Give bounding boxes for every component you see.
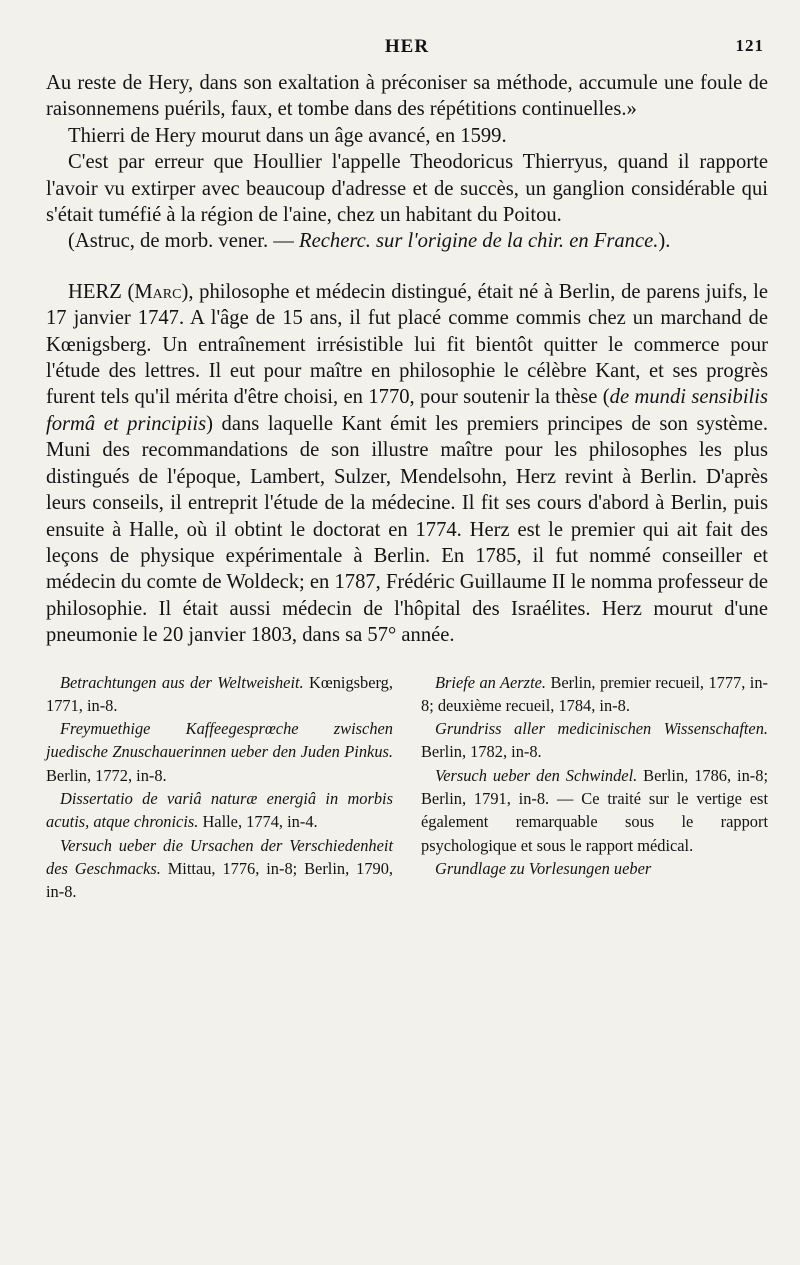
paragraph-hery-conclusion: Au reste de Hery, dans son exaltation à préconiser sa méthode, accumule une foule de raisonnemens puérils, faux, et tombe dans des répétitions continuelles.» <box>46 72 768 121</box>
entry-name: HERZ <box>68 280 122 303</box>
paragraph-hery-death: Thierri de Hery mourut dans un âge avancé, en 1599. <box>68 124 507 147</box>
running-header <box>46 36 768 70</box>
thesis-title: de mundi sensibilis formâ et principiis <box>46 386 768 435</box>
bibliography-entry <box>421 764 768 857</box>
work-title: Dissertatio de variâ naturæ energiâ in morbis acutis, atque chronicis. <box>46 789 393 832</box>
work-detail: Mittau, 1776, in-8; Berlin, 1790, in-8. <box>46 858 393 902</box>
work-detail: Kœnigsberg, 1771, in-8. <box>46 672 393 715</box>
bibliography-entry <box>46 834 393 904</box>
bibliography-entry <box>46 671 393 718</box>
bibliography-entry <box>46 717 393 787</box>
work-detail: Halle, 1774, in-4. <box>198 812 318 832</box>
work-title: Grundriss aller medicinischen Wissenschaften. <box>435 719 768 739</box>
work-title: Freymuethige Kaffeegesprœche zwischen juedische Znuschauerinnen ueber den Juden Pinkus. <box>46 719 393 762</box>
page-number: 121 <box>735 36 764 55</box>
work-title: Versuch ueber die Ursachen der Verschiedenheit des Geschmacks. <box>46 835 393 878</box>
work-detail: Berlin, premier recueil, 1777, in-8; deuxième recueil, 1784, in-8. <box>421 672 768 715</box>
bibliography-right-column <box>421 671 768 904</box>
work-detail: Berlin, 1772, in-8. <box>46 765 167 785</box>
bibliography-entry <box>46 787 393 834</box>
work-title: Briefe an Aerzte. <box>435 672 546 692</box>
work-title: Grundlage zu Vorlesungen ueber <box>435 858 652 878</box>
citation-italic: Recherc. sur l'origine de la chir. en France. <box>299 230 659 253</box>
biography-text-a: , philosophe et médecin distingué, était né à Berlin, de parens juifs, le 17 janvier 1747. A l'âge de 15 ans, il fut placé comme commis chez un marchand de Kœnigsberg. Un entraînement irrésistible lui fit bientôt quitter le commerce pour l'étude des lettres. Il eut pour maître en philosophie le célèbre Kant, et ses progrès furent tels qu'il mérita d'être choisi, en 1770, pour soutenir la thèse ( <box>46 280 768 409</box>
paragraph-herz-biography: HERZ (Marc), philosophe et médecin distingué, était né à Berlin, de parens juifs, le 17 janvier 1747. A l'âge de 15 ans, il fut placé comme commis chez un marchand de Kœnigsberg. Un entraînement irrésistible lui fit bientôt quitter le commerce pour l'étude des lettres. Il eut pour maître en philosophie le célèbre Kant, et ses progrès furent tels qu'il mérita d'être choisi, en 1770, pour soutenir la thèse (de mundi sensibilis formâ et principiis) dans laquelle Kant émit les premiers principes de son système. Muni des recommandations de son illustre maître pour les philosophes les plus distingués de l'époque, Lambert, Sulzer, Mendelsohn, Herz revint à Berlin. D'après leurs conseils, il entreprit l'étude de la médecine. Il fit ses cours d'abord à Berlin, puis ensuite à Halle, où il obtint le doctorat en 1774. Herz est le premier qui ait fait des leçons de physique expérimentale à Berlin. En 1785, il fut nommé conseiller et médecin du comte de Woldeck; en 1787, Frédéric Guillaume II le nomma professeur de philosophie. Il était aussi médecin de l'hôpital des Israélites. Herz mourut d'une pneumonie le 20 janvier 1803, dans sa 57° année. <box>46 280 769 647</box>
entry-forename: Marc <box>134 280 182 303</box>
bibliography <box>46 671 768 904</box>
citation-plain: (Astruc, de morb. vener. — <box>68 230 300 253</box>
bibliography-left-column <box>46 671 393 904</box>
work-detail: Berlin, 1782, in-8. <box>421 742 542 762</box>
paragraph-source-citation <box>46 228 768 254</box>
bibliography-entry <box>421 717 768 764</box>
biography-text-b: ) dans laquelle Kant émit les premiers principes de son système. Muni des recommandations de son illustre maître pour les philosophes les plus distingués de l'époque, Lambert, Sulzer, Mendelsohn, Herz revint à Berlin. D'après leurs conseils, il entreprit l'étude de la médecine. Il fit ses cours d'abord à Berlin, puis ensuite à Halle, où il obtint le doctorat en 1774. Herz est le premier qui ait fait des leçons de physique expérimentale à Berlin. En 1785, il fut nommé conseiller et médecin du comte de Woldeck; en 1787, Frédéric Guillaume II le nomma professeur de philosophie. Il était aussi médecin de l'hôpital des Israélites. Herz mourut d'une pneumonie le 20 janvier 1803, dans sa 57° année. <box>46 412 769 647</box>
bibliography-entry <box>421 857 768 880</box>
running-head-title: HER <box>384 36 430 57</box>
citation-end: ). <box>658 230 671 253</box>
bibliography-entry <box>421 671 768 718</box>
work-detail: Berlin, 1786, in-8; Berlin, 1791, in-8. — Ce traité sur le vertige est également remarquable sous le rapport psychologique et sous le rapport médical. <box>421 765 768 855</box>
work-title: Betrachtungen aus der Weltweisheit. <box>60 672 304 692</box>
work-title: Versuch ueber den Schwindel. <box>435 765 638 785</box>
paragraph-houllier: C'est par erreur que Houllier l'appelle Theodoricus Thierryus, quand il rapporte l'avoir vu extirper avec beaucoup d'adresse et de succès, un ganglion considérable qui s'était tuméfié à la région de l'aine, chez un habitant du Poitou. <box>46 151 768 227</box>
main-text <box>46 70 768 649</box>
